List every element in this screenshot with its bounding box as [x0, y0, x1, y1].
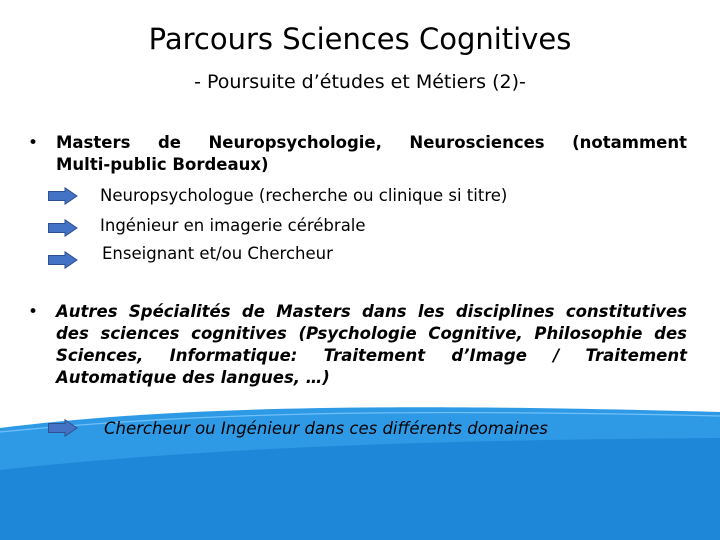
bullet-1-line-2: Multi-public Bordeaux) — [56, 155, 269, 174]
bullet-2-line-3: Sciences, Informatique: Traitement d’Image / Traitement — [56, 346, 687, 365]
bullet-2-line-1: Autres Spécialités de Masters dans les disciplines constitutives — [56, 302, 687, 321]
right-arrow-icon — [48, 219, 78, 237]
right-arrow-icon — [48, 187, 78, 205]
bullet-2-text — [56, 301, 687, 389]
outcome-enseignant-chercheur: Enseignant et/ou Chercheur — [102, 244, 333, 263]
bullet-1-line-1: Masters de Neuropsychologie, Neurosciences (notamment — [56, 133, 687, 152]
bullet-marker: • — [28, 133, 39, 153]
slide-title: Parcours Sciences Cognitives — [148, 22, 572, 56]
outcome-ingenieur-imagerie: Ingénieur en imagerie cérébrale — [100, 216, 366, 235]
bullet-2-line-4: Automatique des langues, …) — [56, 368, 330, 387]
outcome-chercheur-ingenieur: Chercheur ou Ingénieur dans ces différents domaines — [104, 419, 548, 438]
bullet-2-line-2: des sciences cognitives (Psychologie Cognitive, Philosophie des — [56, 324, 687, 343]
bullet-1-text — [56, 132, 687, 176]
outcome-neuropsychologue: Neuropsychologue (recherche ou clinique si titre) — [100, 186, 508, 205]
bullet-marker: • — [28, 302, 39, 322]
right-arrow-icon — [48, 251, 78, 269]
right-arrow-icon — [48, 419, 78, 437]
slide-subtitle: - Poursuite d’études et Métiers (2)- — [194, 71, 526, 93]
